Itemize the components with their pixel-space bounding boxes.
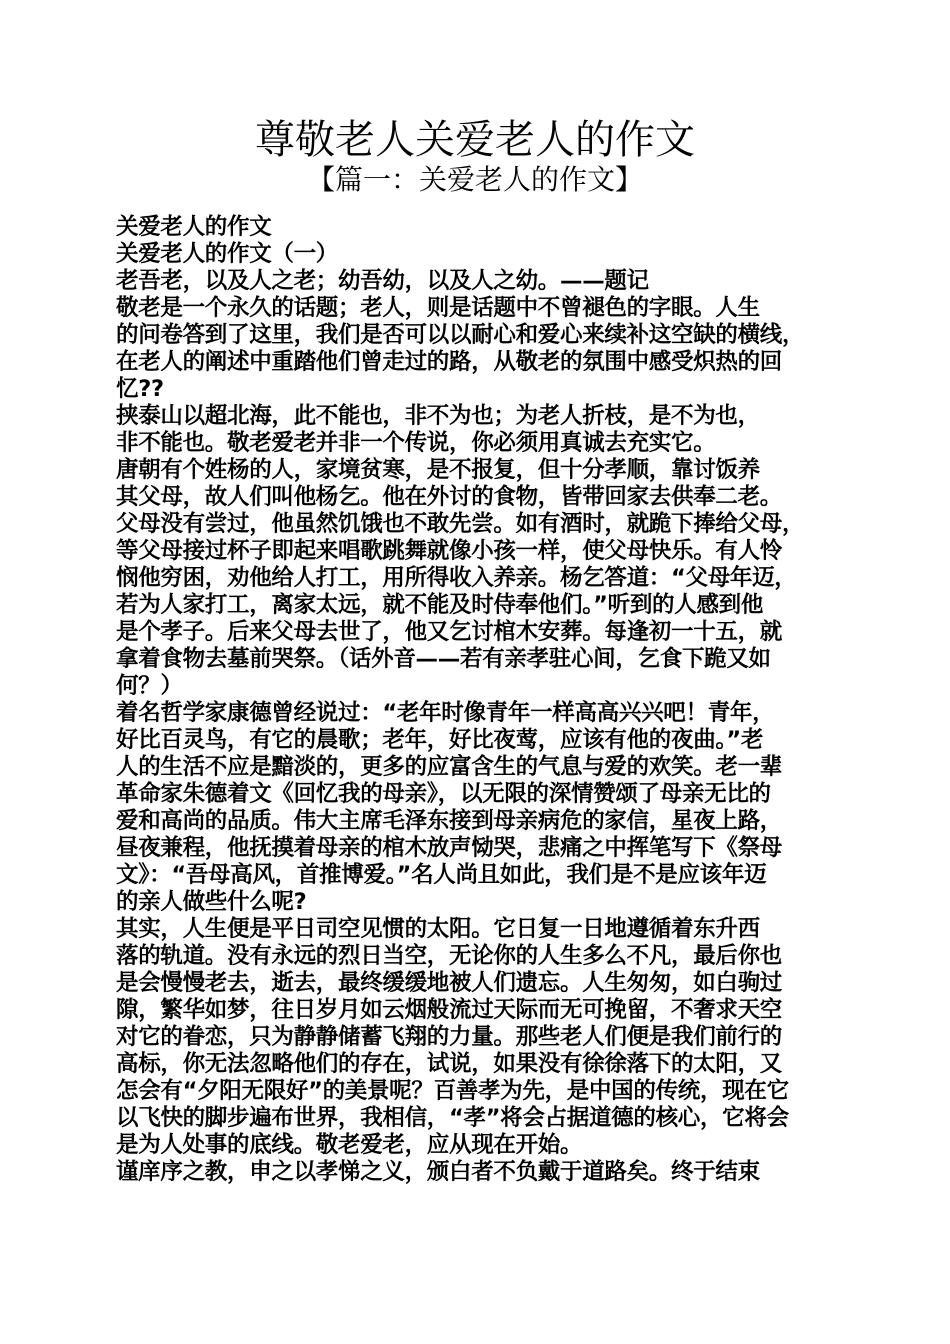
document-subtitle: 【篇一：关爱老人的作文】 xyxy=(306,163,643,196)
body-line: 的亲人做些什么呢? xyxy=(116,889,307,915)
body-line: 何？） xyxy=(116,673,183,699)
body-line: 拿着食物去墓前哭祭。（话外音——若有亲孝驻心间，乞食下跪又如 xyxy=(116,646,771,672)
body-line: 的问卷答到了这里，我们是否可以以耐心和爱心来续补这空缺的横线， xyxy=(116,322,805,348)
body-line: 敬老是一个永久的话题；老人，则是话题中不曾褪色的字眼。人生 xyxy=(116,295,760,321)
body-line: 好比百灵鸟，有它的晨歌；老年，好比夜莺，应该有他的夜曲。”老 xyxy=(116,727,764,753)
body-line: 忆?? xyxy=(116,376,164,402)
body-line: 等父母接过杯子即起来唱歌跳舞就像小孩一样，使父母快乐。有人怜 xyxy=(116,538,783,564)
body-line: 文》：“吾母高风，首推博爱。”名人尚且如此，我们是不是应该年迈 xyxy=(116,862,767,888)
body-line: 落的轨道。没有永远的烈日当空，无论你的人生多么不凡，最后你也 xyxy=(116,943,783,969)
body-line: 关爱老人的作文 xyxy=(116,214,272,240)
body-line: 怎会有“夕阳无限好”的美景呢？百善孝为先，是中国的传统，现在它 xyxy=(116,1078,789,1104)
body-line: 昼夜兼程，他抚摸着母亲的棺木放声恸哭，悲痛之中挥笔写下《祭母 xyxy=(116,835,783,861)
body-line: 革命家朱德着文《回忆我的母亲》，以无限的深情赞颂了母亲无比的 xyxy=(116,781,771,807)
body-line: 是会慢慢老去，逝去，最终缓缓地被人们遗忘。人生匆匆，如白驹过 xyxy=(116,970,783,996)
body-line: 老吾老，以及人之老；幼吾幼，以及人之幼。——题记 xyxy=(116,268,649,294)
body-line: 以飞快的脚步遍布世界，我相信，“孝”将会占据道德的核心，它将会 xyxy=(116,1105,789,1131)
body-line: 非不能也。敬老爱老并非一个传说，你必须用真诚去充实它。 xyxy=(116,430,716,456)
body-line: 人的生活不应是黯淡的，更多的应富含生的气息与爱的欢笑。老一辈 xyxy=(116,754,783,780)
body-line: 唐朝有个姓杨的人，家境贫寒，是不报复，但十分孝顺，靠讨饭养 xyxy=(116,457,760,483)
body-line: 父母没有尝过，他虽然饥饿也不敢先尝。如有酒时，就跪下捧给父母， xyxy=(116,511,805,537)
body-line: 隙，繁华如梦，往日岁月如云烟般流过天际而无可挽留，不奢求天空 xyxy=(116,997,783,1023)
body-line: 谨庠序之教，申之以孝悌之义，颁白者不负戴于道路矣。终于结束 xyxy=(116,1159,760,1185)
document-body xyxy=(116,214,838,1186)
document-title: 尊敬老人关爱老人的作文 xyxy=(255,117,695,163)
body-line: 关爱老人的作文（一） xyxy=(116,241,339,267)
body-line: 是为人处事的底线。敬老爱老，应从现在开始。 xyxy=(116,1132,583,1158)
body-line: 悯他穷困，劝他给人打工，用所得收入养亲。杨乞答道：“父母年迈， xyxy=(116,565,797,591)
body-line: 若为人家打工，离家太远，就不能及时侍奉他们。”听到的人感到他 xyxy=(116,592,764,618)
body-line: 爱和高尚的品质。伟大主席毛泽东接到母亲病危的家信，星夜上路， xyxy=(116,808,783,834)
body-line: 对它的眷恋，只为静静储蓄飞翔的力量。那些老人们便是我们前行的 xyxy=(116,1024,783,1050)
body-line: 高标，你无法忽略他们的存在，试说，如果没有徐徐落下的太阳，又 xyxy=(116,1051,783,1077)
body-line: 在老人的阐述中重踏他们曾走过的路，从敬老的氛围中感受炽热的回 xyxy=(116,349,783,375)
body-line: 挟泰山以超北海，此不能也，非不为也；为老人折枝，是不为也， xyxy=(116,403,760,429)
body-line: 其父母，故人们叫他杨乞。他在外讨的食物，皆带回家去供奉二老。 xyxy=(116,484,783,510)
body-line: 着名哲学家康德曾经说过：“老年时像青年一样高高兴兴吧！青年， xyxy=(116,700,775,726)
body-line: 其实，人生便是平日司空见惯的太阳。它日复一日地遵循着东升西 xyxy=(116,916,760,942)
body-line: 是个孝子。后来父母去世了，他又乞讨棺木安葬。每逢初一十五，就 xyxy=(116,619,783,645)
